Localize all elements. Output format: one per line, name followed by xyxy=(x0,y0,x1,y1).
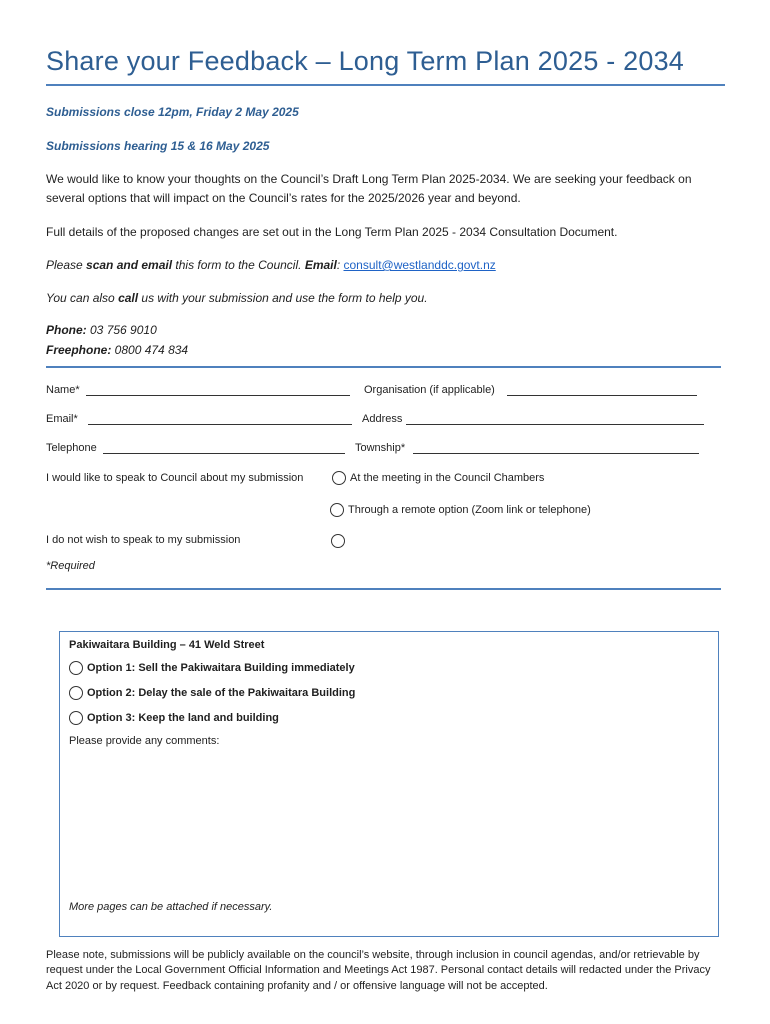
page-title: Share your Feedback – Long Term Plan 2025 - 2034 xyxy=(46,46,685,76)
privacy-note: Please note, submissions will be publicly available on the council’s website, through inclusion in council agendas, and/or retrievable by request under the Local Government Official Information and Meetings Act 1987. Personal contact details will redacted under the Privacy Act 2020 or by request. Feedback containing profanity and / or offensive language will not be accepted. xyxy=(46,949,711,992)
organisation-label: Organisation (if applicable) xyxy=(364,384,495,396)
option-2-label: Option 2: Delay the sale of the Pakiwaitara Building xyxy=(87,687,356,699)
submissions-close: Submissions close 12pm, Friday 2 May 2025 xyxy=(46,105,299,119)
scan-bold: scan and email xyxy=(86,258,173,272)
phone-value: 03 756 9010 xyxy=(86,323,157,337)
question-title: Pakiwaitara Building – 41 Weld Street xyxy=(69,639,265,651)
section-divider-bottom xyxy=(46,588,721,590)
call-bold: call xyxy=(118,291,139,305)
address-label: Address xyxy=(362,413,403,425)
speak-label: I would like to speak to Council about my submission xyxy=(46,472,304,484)
option-2[interactable] xyxy=(69,686,355,700)
name-field[interactable] xyxy=(46,384,350,396)
email-input-line[interactable] xyxy=(88,415,352,425)
name-input-line[interactable] xyxy=(86,386,350,396)
email-colon: : xyxy=(336,258,344,272)
comments-area[interactable] xyxy=(69,754,709,894)
telephone-input-line[interactable] xyxy=(103,444,345,454)
no-speak-option[interactable] xyxy=(331,534,349,548)
address-input-line[interactable] xyxy=(406,415,704,425)
scan-mid: this form to the Council. xyxy=(172,258,305,272)
radio-remote[interactable] xyxy=(330,503,344,517)
submissions-hearing: Submissions hearing 15 & 16 May 2025 xyxy=(46,139,270,153)
radio-option-2[interactable] xyxy=(69,686,83,700)
call-post: us with your submission and use the form to help you. xyxy=(138,291,428,305)
address-field[interactable] xyxy=(362,413,704,425)
more-pages-note: More pages can be attached if necessary. xyxy=(69,901,273,913)
option-1-label: Option 1: Sell the Pakiwaitara Building immediately xyxy=(87,662,355,674)
email-link[interactable]: consult@westlanddc.govt.nz xyxy=(343,258,496,272)
organisation-field[interactable] xyxy=(364,384,697,396)
title-divider xyxy=(46,84,725,86)
township-label: Township* xyxy=(355,442,406,454)
comments-label: Please provide any comments: xyxy=(69,735,220,747)
township-input-line[interactable] xyxy=(413,444,699,454)
email-field-label: Email* xyxy=(46,413,78,425)
organisation-input-line[interactable] xyxy=(507,386,697,396)
radio-option-3[interactable] xyxy=(69,711,83,725)
radio-chambers[interactable] xyxy=(332,471,346,485)
intro-paragraph: We would like to know your thoughts on the Council’s Draft Long Term Plan 2025-2034. We are seeking your feedback on several options that will impact on the Council’s rates for the 2025/2026 year and beyond. xyxy=(46,172,692,205)
speak-option-chambers-label: At the meeting in the Council Chambers xyxy=(350,472,545,484)
option-3-label: Option 3: Keep the land and building xyxy=(87,712,279,724)
phone-label: Phone: xyxy=(46,323,87,337)
question-box xyxy=(59,631,719,937)
no-speak-row xyxy=(46,534,240,546)
name-label: Name* xyxy=(46,384,80,396)
details-paragraph: Full details of the proposed changes are set out in the Long Term Plan 2025 - 2034 Consultation Document. xyxy=(46,225,618,239)
radio-option-1[interactable] xyxy=(69,661,83,675)
scan-pre: Please xyxy=(46,258,87,272)
call-pre: You can also xyxy=(46,291,119,305)
freephone-line xyxy=(46,343,188,357)
call-instruction xyxy=(46,289,726,308)
radio-no-speak[interactable] xyxy=(331,534,345,548)
telephone-field[interactable] xyxy=(46,442,345,454)
freephone-label: Freephone: xyxy=(46,343,112,357)
required-note xyxy=(46,560,95,572)
speak-label-row xyxy=(46,472,303,484)
email-label: Email xyxy=(304,258,337,272)
speak-option-remote-label: Through a remote option (Zoom link or telephone) xyxy=(348,504,591,516)
telephone-label: Telephone xyxy=(46,442,97,454)
township-field[interactable] xyxy=(355,442,699,454)
no-speak-label: I do not wish to speak to my submission xyxy=(46,534,241,546)
phone-line xyxy=(46,323,157,337)
option-1[interactable] xyxy=(69,661,355,675)
required-label: *Required xyxy=(46,560,95,572)
option-3[interactable] xyxy=(69,711,279,725)
freephone-value: 0800 474 834 xyxy=(111,343,189,357)
speak-option-remote[interactable] xyxy=(330,503,591,517)
section-divider-top xyxy=(46,366,721,368)
scan-instruction xyxy=(46,256,726,275)
email-field[interactable] xyxy=(46,413,352,425)
speak-option-chambers[interactable] xyxy=(332,471,544,485)
